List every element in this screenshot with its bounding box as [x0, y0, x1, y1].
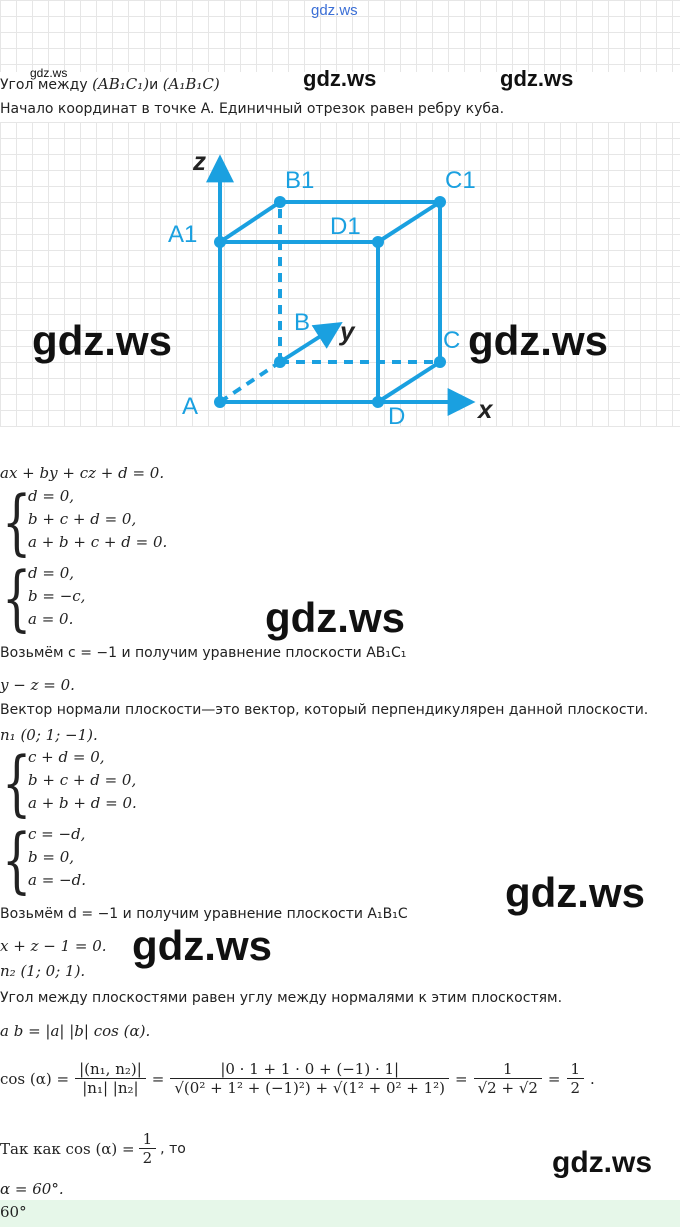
watermark-right-2: gdz.ws [505, 869, 646, 916]
sys3-line1: c + d = 0, [28, 748, 105, 766]
system-3-brace: { [2, 740, 32, 825]
point-A1 [214, 236, 226, 248]
sys4-line1: c = −d, [28, 825, 86, 843]
site-header-logo[interactable]: gdz.ws [311, 2, 358, 19]
take-d-text: Возьмём d = −1 и получим уравнение плоскости A₁B₁C [0, 906, 408, 922]
sys1-line1: d = 0, [28, 487, 75, 505]
sys1-line2: b + c + d = 0, [28, 510, 137, 528]
normal-n2: n₂ (1; 0; 1). [0, 962, 86, 980]
cos-frac-1: $\frac{\text{|(n₁, n₂)|}}{\text{|n₁| |n₂|}}$ [75, 1060, 146, 1097]
sys4-line2: b = 0, [28, 848, 75, 866]
point-D [372, 396, 384, 408]
point-D1 [372, 236, 384, 248]
system-1-brace: { [2, 479, 32, 564]
sys2-line1: d = 0, [28, 564, 75, 582]
label-x: x [478, 394, 493, 424]
label-C: C [443, 327, 461, 354]
sys2-line2: b = −c, [28, 587, 86, 605]
edge-D-C [378, 362, 440, 402]
plane-equation: ax + by + cz + d = 0. [0, 464, 165, 482]
label-A: A [182, 393, 199, 420]
watermark-top-1: gdz.ws [303, 66, 377, 91]
sys2-line3: a = 0. [28, 610, 74, 628]
edge-A-B [220, 362, 280, 402]
equation-2: x + z − 1 = 0. [0, 937, 107, 955]
angle-rule: Угол между плоскостями равен углу между нормалями к этим плоскостям. [0, 990, 563, 1006]
origin-text: Начало координат в точке A. Единичный отрезок равен ребру куба. [0, 101, 505, 117]
point-A [214, 396, 226, 408]
point-B [274, 356, 286, 368]
sys3-line3: a + b + d = 0. [28, 794, 137, 812]
cos-frac-4: $\frac{1}{2}$ [567, 1060, 585, 1097]
label-A1: A1 [168, 221, 198, 248]
cos-lhs: cos (α) = [0, 1069, 70, 1088]
edge-A1-B1 [220, 202, 280, 242]
answer-bar [0, 1200, 680, 1227]
watermark-figure-right: gdz.ws [468, 317, 609, 364]
point-B1 [274, 196, 286, 208]
answer-value: 60° [0, 1203, 27, 1221]
cube-figure [0, 122, 680, 427]
watermark-mid: gdz.ws [265, 594, 406, 641]
watermark-top-2: gdz.ws [500, 66, 574, 91]
since-frac: $\frac{1}{2}$ [139, 1130, 157, 1167]
cos-frac-3: $\frac{1}{√2 + √2}$ [474, 1060, 542, 1097]
sys3-line2: b + c + d = 0, [28, 771, 137, 789]
label-B1: B1 [285, 167, 315, 194]
label-B: B [294, 309, 311, 336]
normal-definition: Вектор нормали плоскости—это вектор, который перпендикулярен данной плоскости. [0, 702, 649, 718]
system-2-brace: { [2, 555, 32, 640]
point-C [434, 356, 446, 368]
normal-n1: n₁ (0; 1; −1). [0, 726, 98, 744]
cos-formula: cos (α) = $\frac{\text{|(n₁, n₂)|}}{\text{|n₁| |n₂|}}$ = $\frac{|0 \cdot 1 + 1 \cdot 0 + (-1) \cdot 1|}{\text{√(0² + 1² + (−1)²) + √(1² + 0² + 1²)}}$ = $\frac{1}{√2 + √2}$ = $\frac{1}{2}$ . [0, 1060, 595, 1097]
label-D1: D1 [330, 213, 361, 240]
watermark-bottom: gdz.ws [552, 1146, 653, 1179]
edge-D1-C1 [378, 202, 440, 242]
point-C1 [434, 196, 446, 208]
cos-frac-2: $\frac{|0 \cdot 1 + 1 \cdot 0 + (-1) \cdot 1|}{\text{√(0² + 1² + (−1)²) + √(1² + 0² + 1²)}}$ [170, 1060, 449, 1097]
label-D: D [388, 403, 406, 427]
label-y: y [340, 316, 355, 346]
system-4-brace: { [2, 817, 32, 902]
sys1-line3: a + b + c + d = 0. [28, 533, 168, 551]
watermark-figure-left: gdz.ws [32, 317, 173, 364]
dot-product-formula: a b = |a| |b| cos (α). [0, 1022, 151, 1040]
equation-1: y − z = 0. [0, 676, 75, 694]
sys4-line3: a = −d. [28, 871, 86, 889]
watermark-left-2: gdz.ws [132, 922, 273, 969]
label-z: z [193, 146, 206, 176]
take-c-text: Возьмём c = −1 и получим уравнение плоскости AB₁C₁ [0, 645, 407, 661]
label-C1: C1 [445, 167, 476, 194]
since-line: Так как cos (α) = $\frac{1}{2}$ , то [0, 1130, 186, 1167]
small-watermark: gdz.ws [30, 66, 68, 80]
alpha-result: α = 60°. [0, 1180, 64, 1198]
angle-title: Угол между (AB₁C₁)и (A₁B₁C) [0, 75, 220, 93]
